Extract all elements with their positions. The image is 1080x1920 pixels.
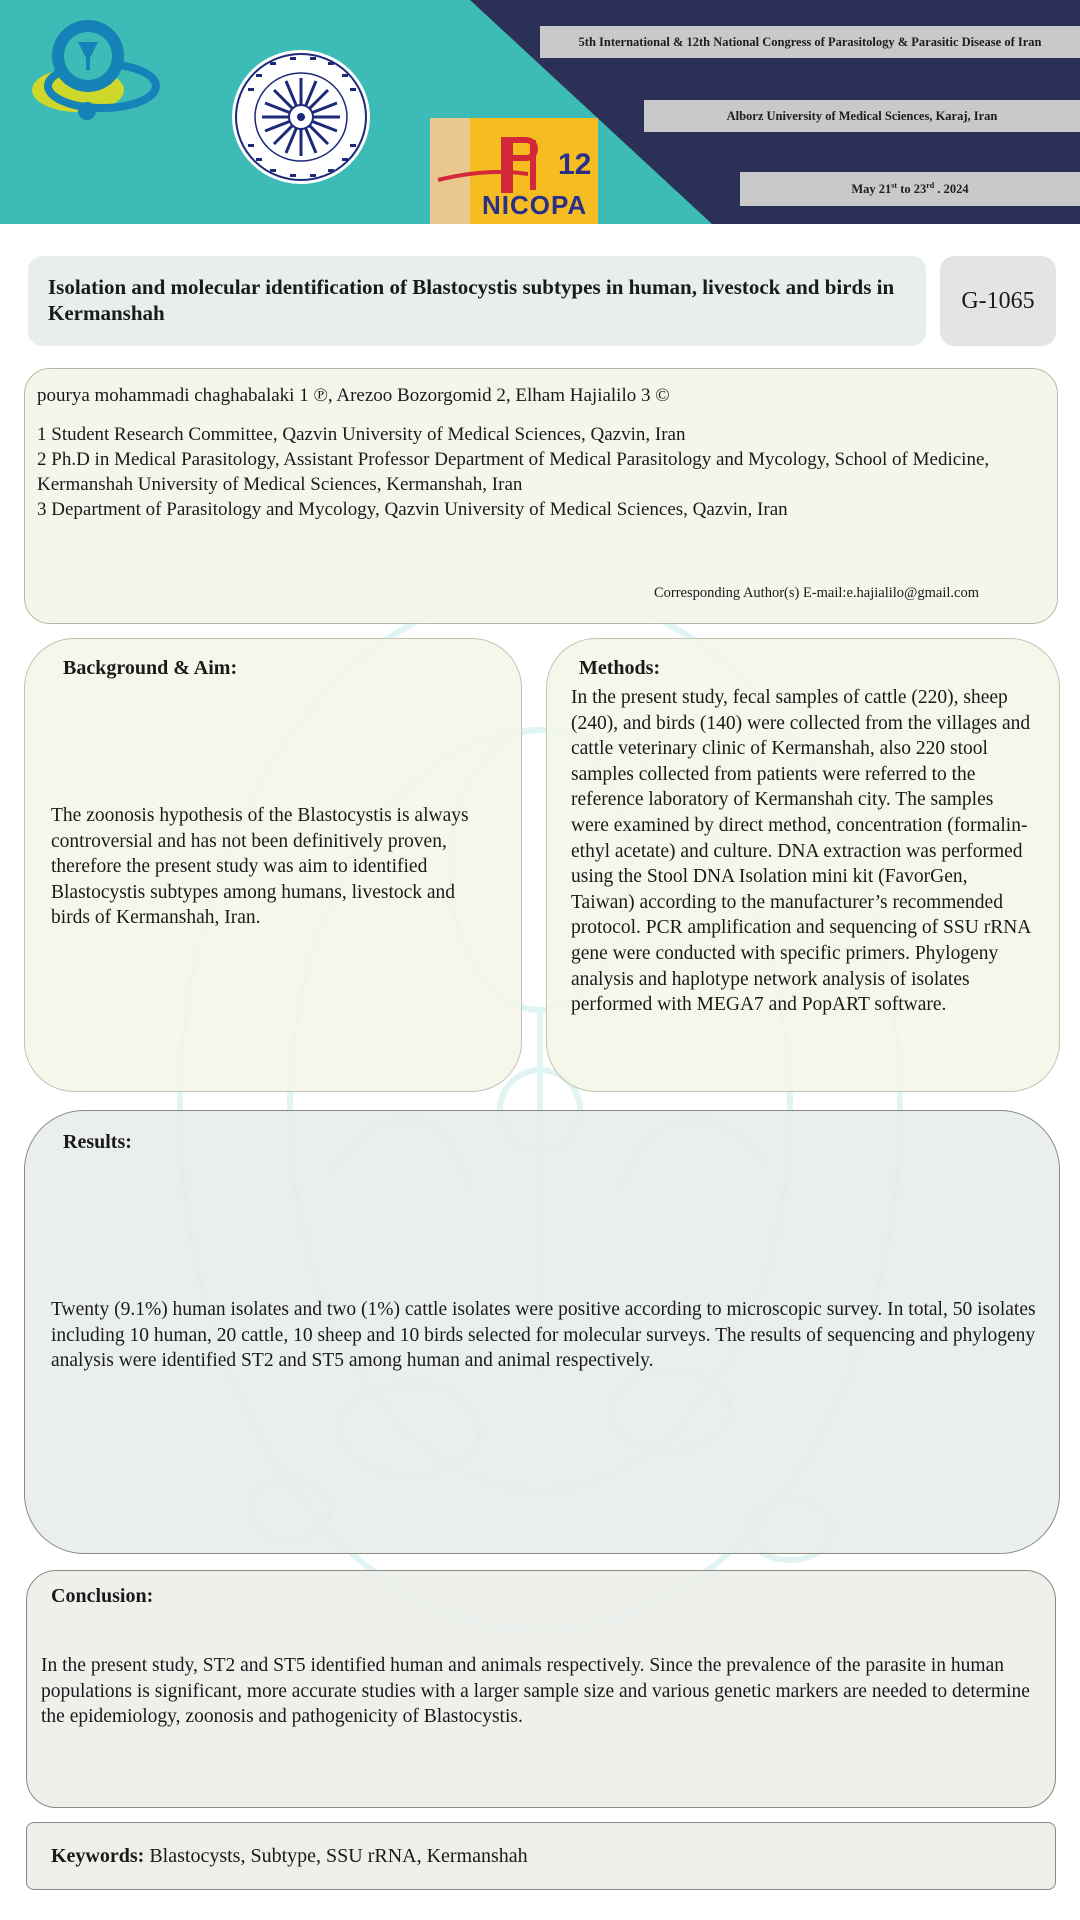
society-seal-logo — [230, 48, 372, 186]
results-heading: Results: — [63, 1131, 132, 1153]
methods-text: In the present study, fecal samples of cattle (220), sheep (240), and birds (140) were collected from the villages and cattle veterinary clinic of Kermanshah, also 220 stool samples collected from patients were referred to the reference laboratory of Kermanshah city. The samples were examined by direct method, concentration (formalin-ethyl acetate) and culture. DNA extraction was performed using the Stool DNA Isolation mini kit (FavorGen, Taiwan) according to the manufacturer’s recommended protocol. PCR amplification and sequencing of SSU rRNA gene were conducted with specific primers. Phylogeny analysis and haplotype network analysis of isolates performed with MEGA7 and PopART software. — [571, 687, 1031, 1016]
poster-title-box — [28, 256, 926, 346]
corresponding-author-email: Corresponding Author(s) E-mail:e.hajialilo@gmail.com — [653, 585, 979, 601]
congress-name: 5th International & 12th National Congress of Parasitology & Parasitic Disease of Iran — [578, 34, 1042, 49]
congress-date: May 21st to 23rd . 2024 — [851, 180, 969, 197]
nicopa-badge-text: NICOPA — [482, 190, 588, 220]
header-banner — [0, 0, 1080, 224]
conclusion-text: In the present study, ST2 and ST5 identified human and animals respectively. Since the prevalence of the parasite in human populations is significant, more accurate studies with a larger sample size and various genetic markers are needed to determine the epidemiology, zoonosis and pathogenicity of Blastocystis. — [41, 1655, 1030, 1728]
keywords-text: Blastocysts, Subtype, SSU rRNA, Kermanshah — [144, 1844, 528, 1867]
affiliation-3: 3 Department of Parasitology and Mycology, Qazvin University of Medical Sciences, Qazvin, Iran — [37, 499, 788, 520]
abstract-code-box — [940, 256, 1056, 346]
background-text: The zoonosis hypothesis of the Blastocystis is always controversial and has not been definitively proven, therefore the present study was aim to identified Blastocystis subtypes among humans, livestock and birds of Kermanshah, Iran. — [51, 805, 469, 929]
background-section — [24, 638, 522, 1092]
background-heading: Background & Aim: — [63, 657, 238, 679]
congress-name-bar — [540, 26, 1080, 58]
nicopa-logo — [430, 118, 598, 224]
author-list: pourya mohammadi chaghabalaki 1 ℗, Arezoo Bozorgomid 2, Elham Hajialilo 3 © — [37, 385, 670, 406]
keywords-label: Keywords: — [51, 1844, 145, 1867]
nicopa-badge-number: 12 — [558, 148, 592, 181]
results-section — [24, 1110, 1060, 1554]
methods-heading: Methods: — [579, 657, 661, 679]
venue-bar — [644, 100, 1080, 132]
congress-emblem-logo — [16, 10, 164, 130]
affiliation-list — [37, 422, 1045, 522]
poster-title: Isolation and molecular identification of Blastocystis subtypes in human, livestock and birds in Kermanshah — [48, 275, 895, 325]
conclusion-heading: Conclusion: — [51, 1585, 154, 1607]
authors-box — [24, 368, 1058, 624]
venue-name: Alborz University of Medical Sciences, Karaj, Iran — [726, 108, 998, 123]
affiliation-2: 2 Ph.D in Medical Parasitology, Assistant Professor Department of Medical Parasitology and Mycology, School of Medicine, Kermanshah University of Medical Sciences, Kermanshah, Iran — [37, 449, 990, 495]
abstract-code: G-1065 — [961, 287, 1035, 314]
keywords-section — [26, 1822, 1056, 1890]
results-text: Twenty (9.1%) human isolates and two (1%) cattle isolates were positive according to microscopic survey. In total, 50 isolates including 10 human, 20 cattle, 10 sheep and 10 birds selected for molecular surveys. The results of sequencing and phylogeny analysis were identified ST2 and ST5 among human and animal respectively. — [51, 1299, 1036, 1372]
methods-section — [546, 638, 1060, 1092]
affiliation-1: 1 Student Research Committee, Qazvin University of Medical Sciences, Qazvin, Iran — [37, 424, 686, 445]
conclusion-section — [26, 1570, 1056, 1808]
date-bar — [740, 172, 1080, 206]
